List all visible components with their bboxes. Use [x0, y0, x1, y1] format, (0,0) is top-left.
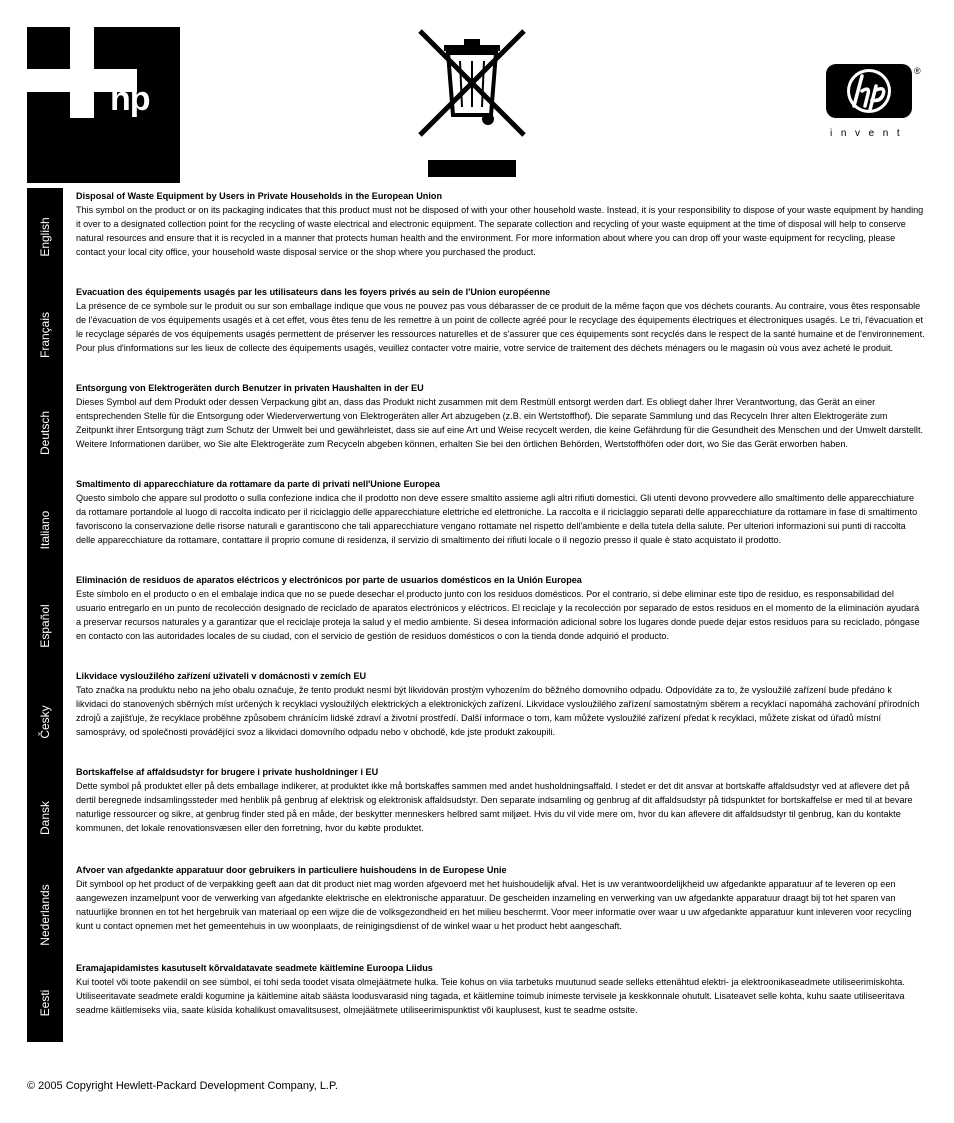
- section-title: Evacuation des équipements usagés par les utilisateurs dans les foyers privés au sein de l'Union européenne: [76, 287, 551, 297]
- copyright-footer: © 2005 Copyright Hewlett-Packard Development Company, L.P.: [27, 1080, 338, 1092]
- section-body: This symbol on the product or on its packaging indicates that this product must not be disposed of with your other household waste. Instead, it is your responsibility to dispose of your waste equipment by handing it over to a designated collection point for the recycling of waste electrical and electronic equipment. The separate collection and recycling of your waste equipment at the time of disposal will help to conserve natural resources and ensure that it is recycled in a manner that protects human health and the environment. For more information about where you can drop off your waste equipment for recycling, please contact your local city office, your household waste disposal service or the shop where you purchased the product.: [76, 204, 924, 257]
- language-tab-francais: Français: [27, 286, 63, 384]
- section-deutsch: [76, 382, 926, 452]
- section-body: Kui tootel või toote pakendil on see sümbol, ei tohi seda toodet visata olmejäätmete hulka. Teie kohus on viia tarbetuks muutunud seade selleks ettenähtud elektri- ja elektroonikaseadmete utiliseerimiskohta. Utiliseeritavate seadmete eraldi kogumine ja käitlemine aitab säästa loodusvarasid ning tagada, et käitlemine toimub inimeste tervisele ja keskkonnale ohutult. Lisateavet selle kohta, kuhu saate utiliseeritava seadme käitlemiseks viia, saate küsida kohalikust omavalitsusest, olmejäätmete utiliseerimispunktist või kauplusest, kust te seadme ostsite.: [76, 976, 905, 1015]
- section-title: Entsorgung von Elektrogeräten durch Benutzer in privaten Haushalten in der EU: [76, 383, 424, 393]
- section-body: Questo simbolo che appare sul prodotto o sulla confezione indica che il prodotto non deve essere smaltito assieme agli altri rifiuti domestici. Gli utenti devono provvedere allo smaltimento delle apparecchiature da rottamare portandole al luogo di raccolta indicato per il riciclaggio delle apparecchiature elettriche ed elettroniche. La raccolta e il riciclaggio separati delle apparecchiature da rottamare in fase di smaltimento favoriscono la conservazione delle risorse naturali e garantiscono che tali apparecchiature vengano rottamate nel rispetto dell'ambiente e della tutela della salute. Per ulteriori informazioni sui punti di raccolta delle apparecchiature da rottamare, contattare il proprio comune di residenza, il servizio di smaltimento dei rifiuti locale o il negozio presso il quale è stato acquistato il prodotto.: [76, 492, 918, 545]
- section-dansk: [76, 766, 926, 836]
- section-title: Eramajapidamistes kasutuselt kõrvaldatavate seadmete käitlemine Euroopa Liidus: [76, 963, 433, 973]
- section-francais: [76, 286, 926, 356]
- language-sidebar: [27, 188, 63, 1042]
- section-title: Disposal of Waste Equipment by Users in Private Households in the European Union: [76, 191, 442, 201]
- section-body: Tato značka na produktu nebo na jeho obalu označuje, že tento produkt nesmí být likvidován prostým vyhozením do běžného domovního odpadu. Odpovídáte za to, že vysloužilé zařízení bude předáno k likvidaci do stanovených sběrných míst určených k recyklaci vysloužilých elektrických a elektronických zařízení. Likvidace vysloužilého zařízení samostatným sběrem a recyklací napomáhá zachování přírodních zdrojů a zajišťuje, že recyklace proběhne způsobem chránícím lidské zdraví a životní prostředí. Další informace o tom, kam můžete vysloužilé zařízení předat k recyklaci, můžete získat od úřadů místní samosprávy, od společnosti provádějící svoz a likvidaci domovního odpadu nebo v obchodě, kde jste produkt zakoupili.: [76, 684, 920, 737]
- language-tab-cesky: Česky: [27, 674, 63, 770]
- language-tab-dansk: Dansk: [27, 770, 63, 866]
- bin-underline-bar: [428, 160, 516, 177]
- section-espanol: [76, 574, 926, 644]
- section-title: Afvoer van afgedankte apparatuur door gebruikers in particuliere huishoudens in de Europese Unie: [76, 865, 507, 875]
- invent-tagline: invent: [830, 128, 909, 139]
- section-body: Este símbolo en el producto o en el embalaje indica que no se puede desechar el producto junto con los residuos domésticos. Por el contrario, si debe eliminar este tipo de residuo, es responsabilidad del usuario entregarlo en un punto de recolección designado de reciclado de aparatos electrónicos y eléctricos. El reciclaje y la recolección por separado de estos residuos en el momento de la eliminación ayudará a preservar recursos naturales y a garantizar que el reciclaje proteja la salud y el medio ambiente. Si desea información adicional sobre los lugares donde puede dejar estos residuos para su reciclado, póngase en contacto con las autoridades locales de su ciudad, con el servicio de gestión de residuos domésticos o con la tienda donde adquirió el producto.: [76, 588, 920, 641]
- section-body: Dieses Symbol auf dem Produkt oder dessen Verpackung gibt an, dass das Produkt nicht zusammen mit dem Restmüll entsorgt werden darf. Es obliegt daher Ihrer Verantwortung, das Gerät an einer entsprechenden Stelle für die Entsorgung oder Wiederverwertung von Elektrogeräten aller Art abzugeben (z.B. ein Wertstoffhof). Die separate Sammlung und das Recyceln Ihrer alten Elektrogeräte zum Zeitpunkt ihrer Entsorgung trägt zum Schutz der Umwelt bei und gewährleistet, dass sie auf eine Art und Weise recycelt werden, die keine Gefährdung für die Gesundheit des Menschen und der Umwelt darstellt. Weitere Informationen darüber, wo Sie alte Elektrogeräte zum Recyceln abgeben können, erhalten Sie bei den örtlichen Behörden, Wertstoffhöfen oder dort, wo Sie das Gerät erworben haben.: [76, 396, 924, 449]
- section-italiano: [76, 478, 926, 548]
- section-body: La présence de ce symbole sur le produit ou sur son emballage indique que vous ne pouvez pas vous débarasser de ce produit de la même façon que vos déchets courants. Au contraire, vous êtes responsable de l'évacuation de vos équipements usagés et à cet effet, vous êtes tenu de les remettre à un point de collecte agréé pour le recyclage des équipements électriques et électroniques usagés. Le tri, l'évacuation et le recyclage séparés de vos équipements usagés permettent de préserver les ressources naturelles et de s'assurer que ces équipements sont recyclés dans le respect de la santé humaine et de l'environnement. Pour plus d'informations sur les lieux de collecte des équipements usagés, veuillez contacter votre mairie, votre service de traitement des déchets ménagers ou le magasin où vous avez acheté le produit.: [76, 300, 925, 353]
- section-title: Likvidace vysloužilého zařízení uživateli v domácnosti v zemích EU: [76, 671, 367, 681]
- section-body: Dit symbool op het product of de verpakking geeft aan dat dit product niet mag worden afgevoerd met het huishoudelijk afval. Het is uw verantwoordelijkheid uw afgedankte apparatuur af te leveren op een aangewezen inzamelpunt voor de verwerking van afgedankte elektrische en elektronische apparatuur. De gescheiden inzameling en verwerking van uw afgedankte apparatuur draagt bij tot het sparen van natuurlijke bronnen en tot het hergebruik van materiaal op een wijze die de volksgezondheid en het milieu beschermt. Voor meer informatie over waar u uw afgedankte apparatuur kunt inleveren voor recycling kunt u contact opnemen met het gemeentehuis in uw woonplaats, de reinigingsdienst of de winkel waar u het product hebt aangeschaft.: [76, 878, 912, 931]
- language-tab-italiano: Italiano: [27, 482, 63, 578]
- hp-brand-text: hp: [110, 80, 150, 118]
- language-tab-espanol: Español: [27, 578, 63, 674]
- section-title: Eliminación de residuos de aparatos eléctricos y electrónicos por parte de usuarios domésticos en la Unión Europea: [76, 575, 582, 585]
- hp-plus-logo-block: [27, 27, 180, 183]
- section-title: Bortskaffelse af affaldsudstyr for brugere i private husholdninger i EU: [76, 767, 379, 777]
- crossed-out-wheelie-bin-icon: [414, 27, 530, 139]
- section-title: Smaltimento di apparecchiature da rottamare da parte di privati nell'Unione Europea: [76, 479, 440, 489]
- language-tab-nederlands: Nederlands: [27, 866, 63, 964]
- language-tab-deutsch: Deutsch: [27, 384, 63, 482]
- section-eesti: [76, 962, 926, 1018]
- section-english: [76, 190, 926, 260]
- registered-mark: ®: [914, 66, 921, 76]
- hp-logo-icon: [826, 64, 912, 118]
- language-tab-eesti: Eesti: [27, 964, 63, 1042]
- section-cesky: [76, 670, 926, 740]
- section-body: Dette symbol på produktet eller på dets emballage indikerer, at produktet ikke må bortskaffes sammen med andet husholdningsaffald. I stedet er det dit ansvar at bortskaffe affaldsudstyr ved at aflevere det på dertil beregnede indsamlingssteder med henblik på genbrug af elektrisk og elektronisk affaldsudstyr. Den separate indsamling og genbrug af dit affaldsudstyr på tidspunktet for bortskaffelse er med til at bevare naturlige ressourcer og sikre, at genbrug finder sted på en måde, der beskytter menneskers helbred samt miljøet. Hvis du vil vide mere om, hvor du kan aflevere dit affaldsudstyr til genbrug, kan du kontakte kommunen, det lokale renovationsvæsen eller den forretning, hvor du købte produktet.: [76, 780, 913, 833]
- language-tab-english: English: [27, 188, 63, 286]
- section-nederlands: [76, 864, 926, 934]
